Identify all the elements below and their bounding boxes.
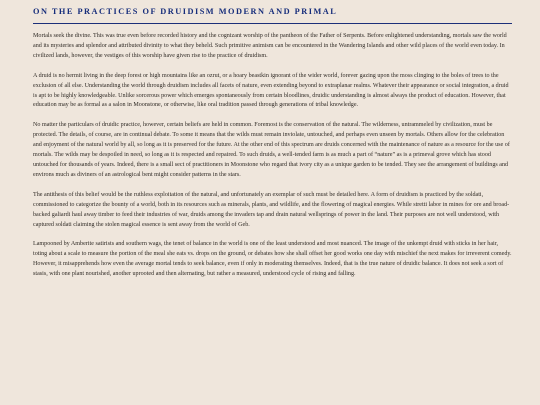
body-paragraph: A druid is no hermit living in the deep forest or high mountains like an ozrut, or a hoary beastkin ignorant of the wider world, forever gazing upon the moss clinging to the boles of trees to the exclusion of all else. Understanding the world through druidism includes all facets of nature, even extending beyond to extraplanar realms. Whatever their appearance or social integration, a druid is apt to be highly knowledgeable. Unlike sorcerous power which emerges spontaneously from certain bloodlines, druidic understanding is almost always the product of education. However, that education may be as formal as a salon in Moonstone, or otherwise, like oral tradition passed through generations of tribal knowledge.	[33, 72, 509, 109]
title-divider	[33, 23, 512, 24]
article-body	[33, 32, 512, 280]
page-title: ON THE PRACTICES OF DRUIDISM MODERN AND PRIMAL	[33, 7, 338, 16]
body-paragraph: Mortals seek the divine. This was true even before recorded history and the cognizant worship of the pantheon of the Father of Serpents. Before enlightened understanding, mortals saw the world and its mysteries and splendor and attributed divinity to what they beheld. Such primitive animism can be encountered in the Wandering Islands and other wild places of the world even today. In civilized lands, however, the vestiges of this worship have given rise to the practice of druidism.	[33, 33, 507, 59]
body-paragraph: The antithesis of this belief would be the ruthless exploitation of the natural, and unfortunately an exemplar of such must be detailed here. A form of druidism is practiced by the soldati, commissioned to categorize the bounty of a world, both in its resources such as minerals, plants, and wildlife, and the flowering of magical energies. While stretti labor in mines for ore and broad-backed galiardi haul away timber to feed their industries of war, druids among the invaders tap and drain natural wellsprings of power in the land. Their purposes are not well understood, with captured soldati claiming the stolen magical essence is sent away from the world of Geb.	[33, 191, 510, 228]
body-paragraph: Lampooned by Amberite satirists and southern wags, the tenet of balance in the world is one of the least understood and most nuanced. The image of the unkempt druid with sticks in her hair, toting about a scale to measure the portion of the meal she eats vs. drops on the ground, or debates how she shall offset her good works one day with mischief the next makes for irreverent comedy. However, it misapprehends how even the average mortal tends to seek balance, even if only in moderating themselves. Indeed, that is the true nature of druidic balance. It does not seek a sort of stasis, with one plant nourished, another uprooted and then alternating, but rather a measured, understood cycle of rising and falling.	[33, 241, 512, 278]
body-paragraph: No matter the particulars of druidic practice, however, certain beliefs are held in common. Foremost is the conservation of the natural. The wilderness, untrammeled by civilization, must be protected. The details, of course, are in continual debate. To some it means that the wilds must remain inviolate, untouched, and perhaps even unseen by mortals. Others allow for the celebration and enjoyment of the natural world by all, so long as it is preserved for the future. At the other end of this spectrum are druids concerned with the maintenance of nature as a resource for the use of mortals. The wilds may be despoiled in need, so long as it is respected and repaired. To such druids, a well-tended farm is as much a part of “nature” as is a primeval grove which has stood untouched for thousands of years. Indeed, there is a small sect of practitioners in Moonstone who regard that ivory city as a unique garden to be tended. They see the arrangement of buildings and environs much as diviners of an astrological bent might consider patterns in the stars.	[33, 122, 510, 178]
